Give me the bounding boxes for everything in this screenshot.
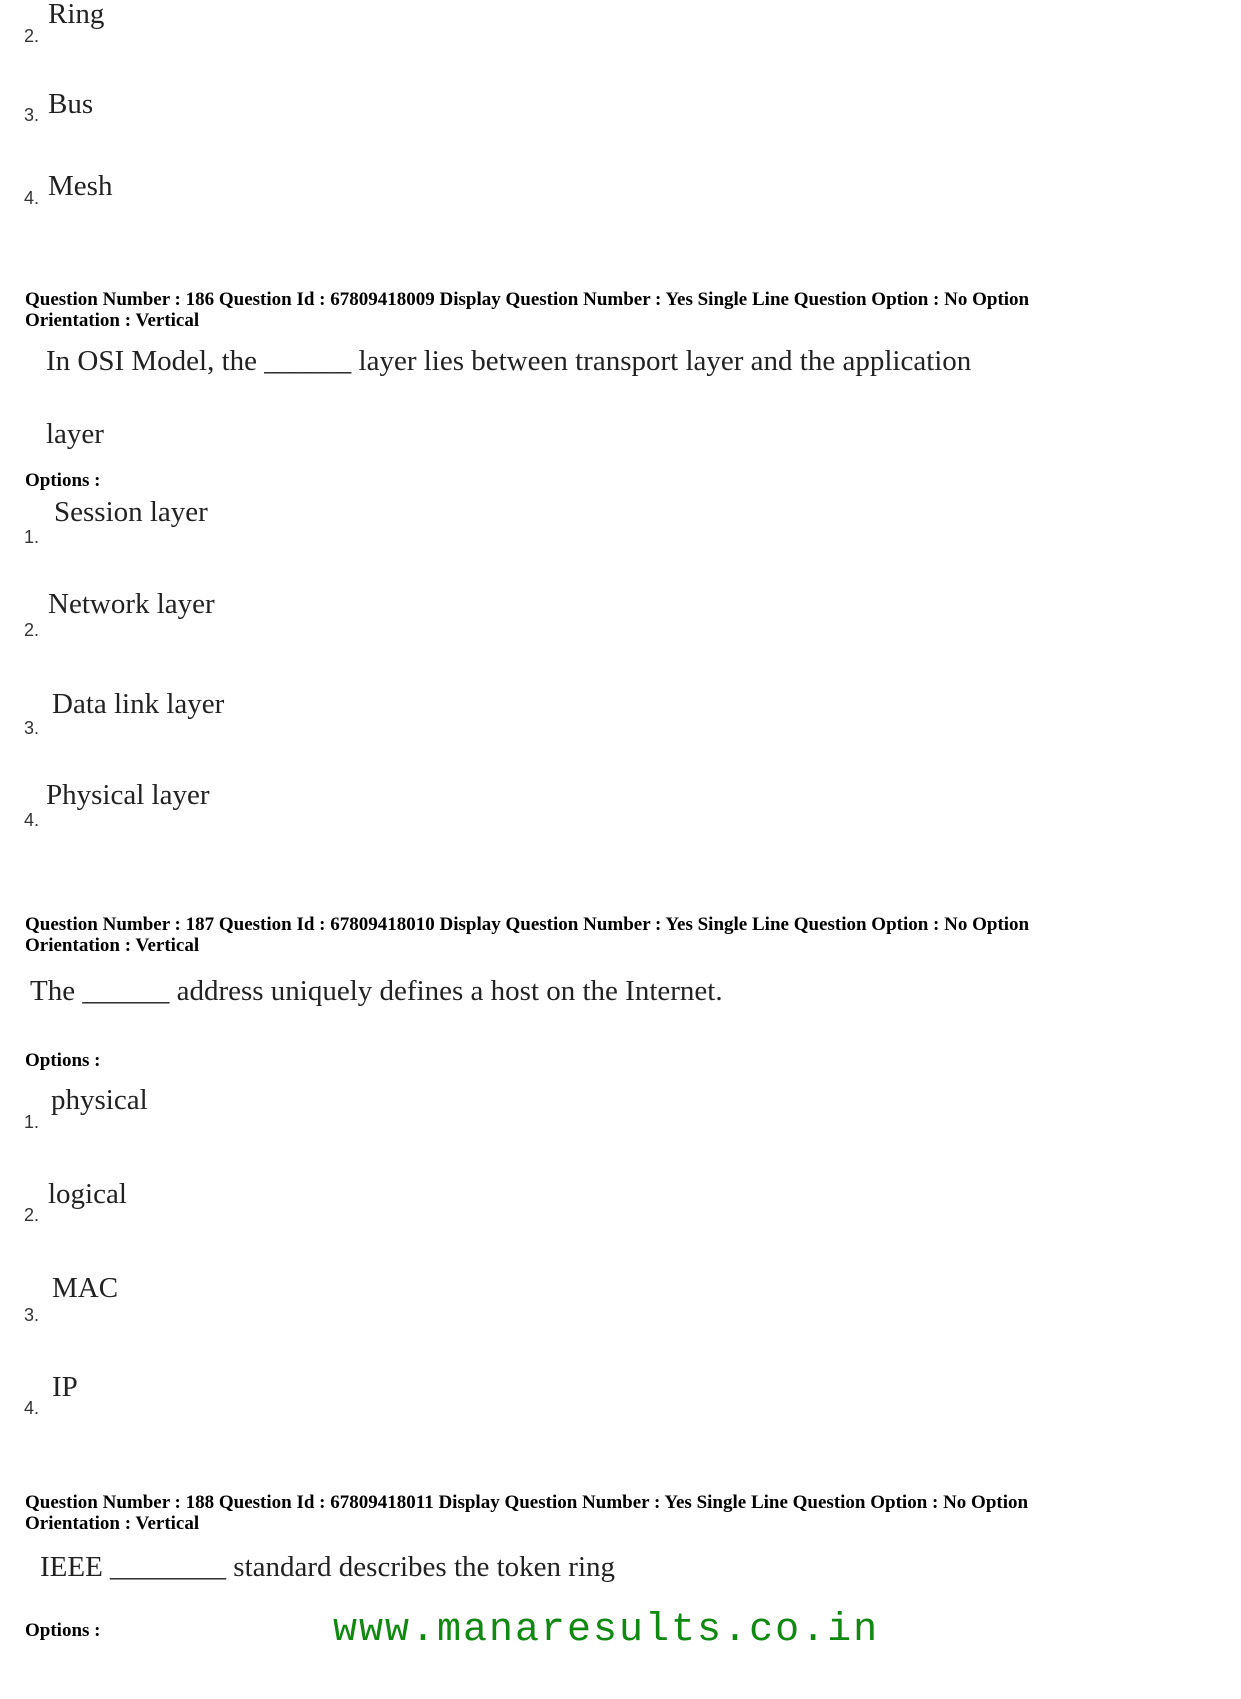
option-number: 2. (24, 26, 40, 46)
option-number: 4. (24, 1398, 40, 1418)
option-text: Data link layer (52, 688, 225, 720)
option-number: 2. (24, 620, 40, 640)
option-number: 4. (24, 188, 40, 208)
options-label: Options : (25, 1050, 101, 1071)
option-text: Ring (48, 0, 105, 30)
option-number: 1. (24, 527, 40, 547)
question-meta-line: Question Number : 186 Question Id : 67809418009 Display Question Number : Yes Single Line Question Option : No Option (25, 289, 1030, 310)
question-meta-line: Orientation : Vertical (25, 1513, 200, 1534)
option-text: IP (52, 1371, 78, 1403)
option-number: 3. (24, 1305, 40, 1325)
question-text: In OSI Model, the ______ layer lies between transport layer and the application (46, 345, 972, 377)
question-meta (25, 914, 1215, 956)
question-text: The ______ address uniquely defines a host on the Internet. (30, 975, 723, 1007)
option-number: 1. (24, 1112, 40, 1132)
options-label: Options : (25, 470, 101, 491)
option-number: 4. (24, 810, 40, 830)
question-meta-line: Orientation : Vertical (25, 935, 200, 956)
question-text: IEEE ________ standard describes the token ring (40, 1551, 616, 1583)
option-text: Session layer (54, 496, 208, 528)
question-text: layer (46, 418, 104, 450)
option-number: 2. (24, 1205, 40, 1225)
option-text: logical (48, 1178, 127, 1210)
option-number: 3. (24, 718, 40, 738)
option-text: Network layer (48, 588, 215, 620)
option-number: 3. (24, 105, 40, 125)
question-meta-line: Question Number : 188 Question Id : 67809418011 Display Question Number : Yes Single Line Question Option : No Option (25, 1492, 1029, 1513)
watermark-url: www.manaresults.co.in (333, 1608, 880, 1653)
question-meta-line: Orientation : Vertical (25, 310, 200, 331)
question-meta (25, 289, 1215, 331)
option-text: physical (51, 1084, 148, 1116)
option-text: Bus (48, 88, 94, 120)
options-label: Options : (25, 1620, 101, 1641)
question-meta-line: Question Number : 187 Question Id : 67809418010 Display Question Number : Yes Single Line Question Option : No Option (25, 914, 1030, 935)
option-text: Physical layer (46, 779, 210, 811)
option-text: Mesh (48, 170, 113, 202)
question-meta (25, 1492, 1215, 1534)
option-text: MAC (52, 1272, 119, 1304)
